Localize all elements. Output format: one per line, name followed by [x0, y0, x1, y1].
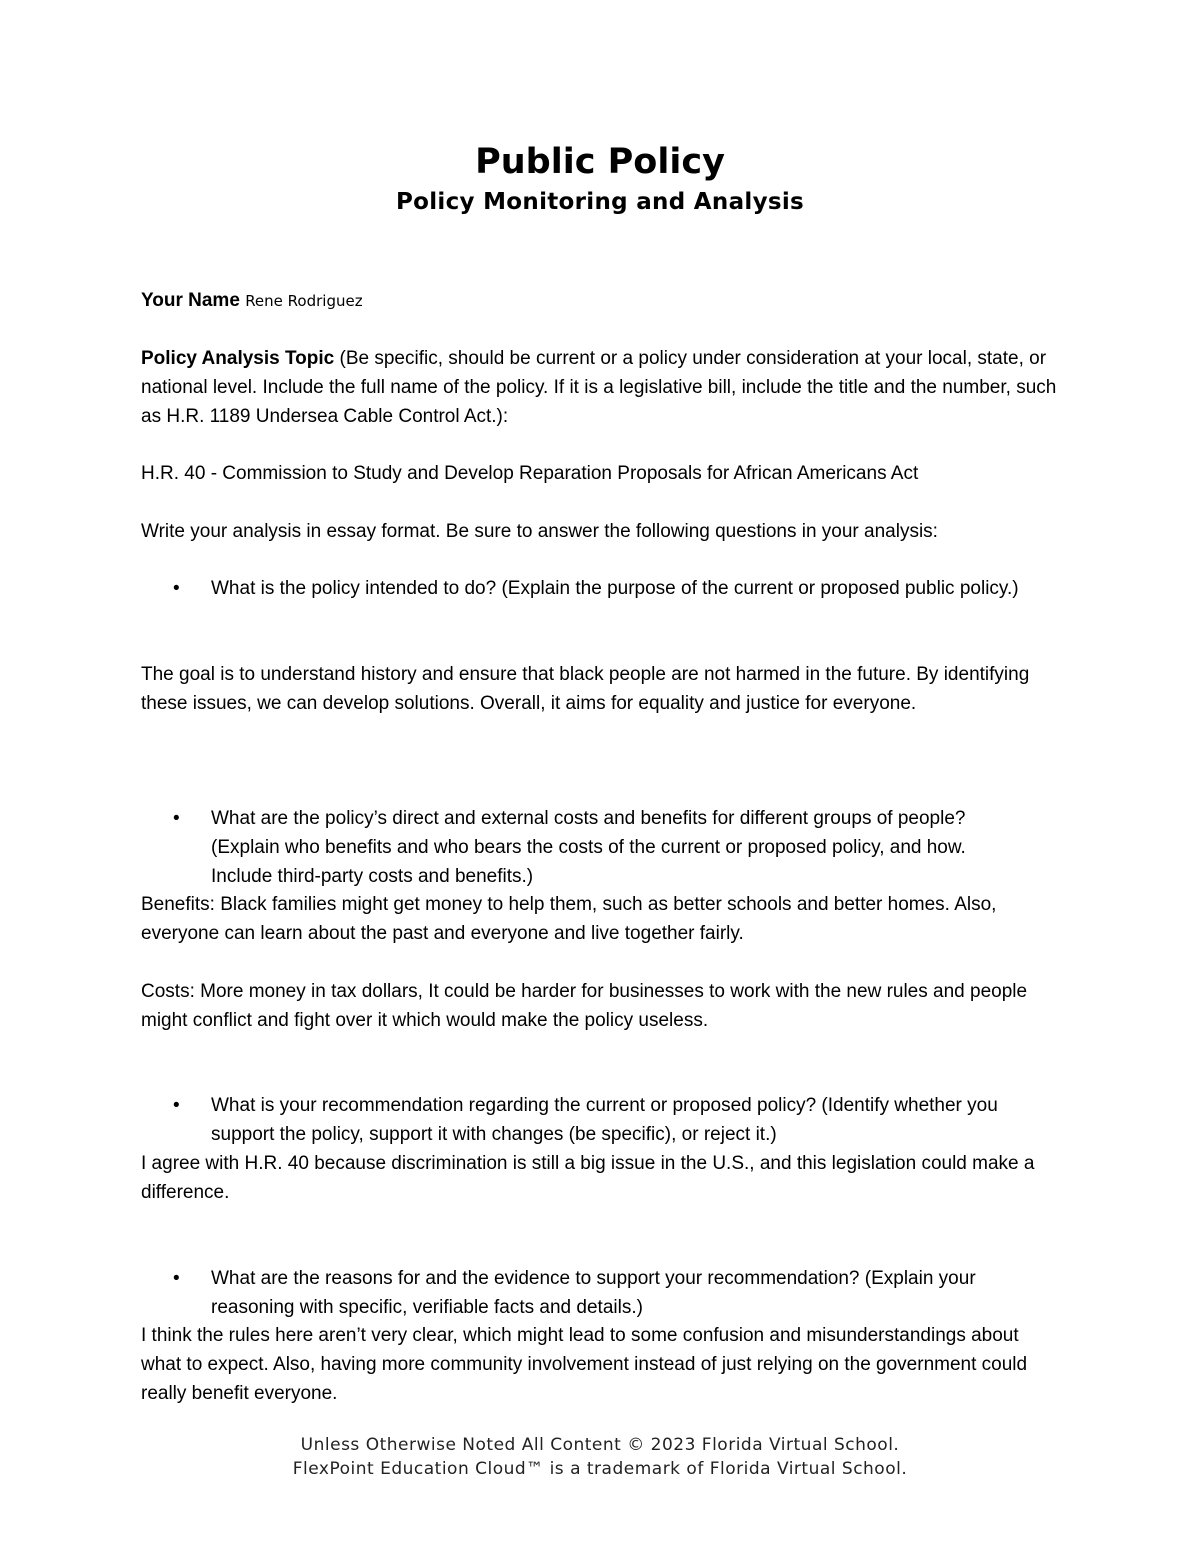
bullet-icon: • [173, 1268, 180, 1289]
topic-instructions: (Be specific, should be current or a policy under consideration at your local, state, or national level. Include the full name of the policy. If it is a legislative bill, include the title and the number, such as H.R. 1189 Undersea Cable Control Act.): [141, 348, 1057, 427]
page-title: Public Policy [475, 142, 725, 182]
page-subtitle: Policy Monitoring and Analysis [395, 189, 805, 215]
bullet-icon: • [173, 578, 180, 599]
question-4-text: What are the reasons for and the evidence to support your recommendation? (Explain your reasoning with specific, verifiable facts and details.) [211, 1268, 976, 1318]
question-3-text: What is your recommendation regarding the current or proposed policy? (Identify whether you support the policy, support it with changes (be specific), or reject it.) [211, 1095, 998, 1145]
bullet-icon: • [173, 808, 180, 829]
footer-copyright: Unless Otherwise Noted All Content © 2023 Florida Virtual School. [300, 1435, 900, 1455]
answer-1: The goal is to understand history and ensure that black people are not harmed in the future. By identifying these issues, we can develop solutions. Overall, it aims for equality and justice for everyone. [141, 664, 1030, 714]
answer-2-benefits: Benefits: Black families might get money to help them, such as better schools and better homes. Also, everyone can learn about the past and everyone and live together fairly. [141, 894, 997, 944]
topic-answer: H.R. 40 - Commission to Study and Develop Reparation Proposals for African Americans Act [141, 463, 919, 484]
answer-3: I agree with H.R. 40 because discrimination is still a big issue in the U.S., and this legislation could make a difference. [141, 1153, 1035, 1203]
topic-paragraph [141, 345, 1061, 431]
answer-2-costs: Costs: More money in tax dollars, It could be harder for businesses to work with the new rules and people might conflict and fight over it which would make the policy useless. [141, 981, 1028, 1031]
footer-trademark: FlexPoint Education Cloud™ is a trademark of Florida Virtual School. [292, 1459, 908, 1479]
name-value: Rene Rodriguez [245, 292, 363, 310]
essay-instruction: Write your analysis in essay format. Be sure to answer the following questions in your analysis: [141, 521, 938, 542]
answer-4: I think the rules here aren’t very clear, which might lead to some confusion and misunderstandings about what to expect. Also, having more community involvement instead of just relying on the government could really benefit everyone. [141, 1325, 1028, 1404]
question-2-text: What are the policy’s direct and external costs and benefits for different groups of people? (Explain who benefits and who bears the costs of the current or proposed policy, and how. Include third-party costs and benefits.) [211, 808, 966, 887]
bullet-icon: • [173, 1095, 180, 1116]
question-1-text: What is the policy intended to do? (Explain the purpose of the current or proposed public policy.) [211, 578, 1019, 599]
name-label: Your Name [141, 290, 240, 311]
topic-label: Policy Analysis Topic [141, 348, 335, 369]
name-line [141, 287, 1061, 316]
